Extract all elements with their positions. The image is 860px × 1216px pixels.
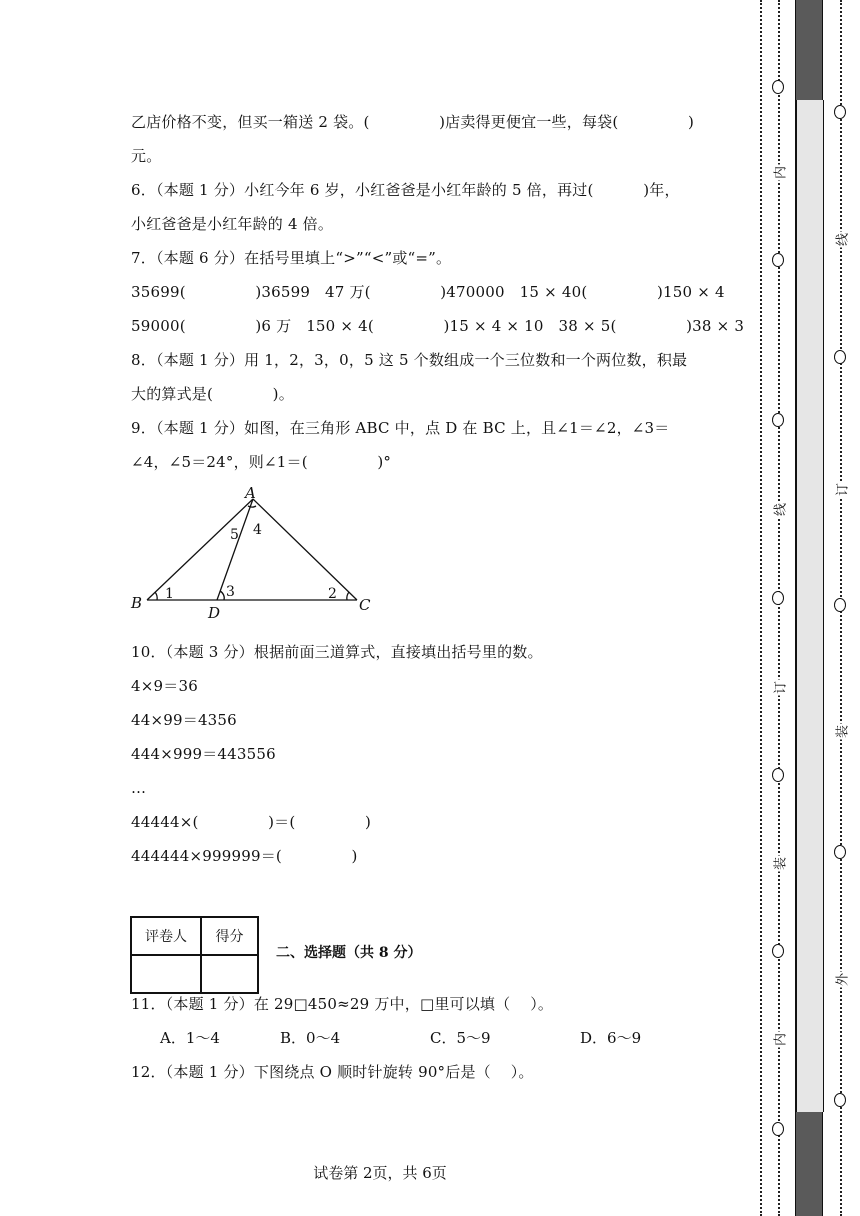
q10-eq6: 444444×999999＝( )	[131, 847, 358, 865]
binding-inner-char-2: 订	[832, 482, 851, 498]
q8-line2: 大的算式是( )。	[131, 385, 294, 403]
score-box	[130, 916, 259, 994]
angle-4-label: 4	[253, 522, 262, 538]
section-title: 二、选择题（共 8 分）	[276, 945, 422, 961]
binding-outer-char-4: 装	[770, 856, 789, 872]
q10-eq5: 44444×( )＝( )	[131, 813, 371, 831]
q5-continuation: 乙店价格不变，但买一箱送 2 袋。( )店卖得更便宜一些，每袋( )	[131, 113, 694, 131]
q7-title: 7．（本题 6 分）在括号里填上“>”“<”或“=”。	[131, 249, 452, 267]
q11-text: 11．（本题 1 分）在 29□450≈29 万中，□里可以填（ ）。	[131, 995, 554, 1013]
binding-outer-char-3: 订	[770, 680, 789, 696]
q9-line1: 9．（本题 1 分）如图，在三角形 ABC 中，点 D 在 BC 上，且∠1＝∠2，∠3＝	[131, 419, 670, 437]
score-header: 得分	[201, 917, 258, 955]
binding-outer-char-1: 内	[770, 165, 789, 181]
angle-5-label: 5	[230, 527, 239, 543]
q10-eq1: 4×9＝36	[131, 677, 198, 695]
q10-ellipsis: …	[131, 779, 147, 797]
q7-row1: 35699( )36599 47 万( )470000 15 × 40( )150 × 4	[131, 283, 725, 301]
q11-choice-c: C．5～9	[430, 1029, 491, 1047]
q10-eq2: 44×99＝4356	[131, 711, 237, 729]
q9-line2: ∠4，∠5＝24°，则∠1＝( )°	[131, 453, 392, 471]
q6-line2: 小红爸爸是小红年龄的 4 倍。	[131, 215, 334, 233]
q11-choice-a: A．1～4	[160, 1029, 220, 1047]
angle-1-label: 1	[165, 586, 174, 602]
label-c: C	[359, 596, 371, 614]
side-ab	[147, 499, 253, 600]
q7-row2: 59000( )6 万 150 × 4( )15 × 4 × 10 38 × 5( )38 × 3	[131, 317, 745, 335]
q12-text: 12．（本题 1 分）下图绕点 O 顺时针旋转 90°后是（ ）。	[131, 1063, 534, 1081]
q10-eq3: 444×999＝443556	[131, 745, 276, 763]
segment-ad	[217, 499, 253, 600]
angle-2-label: 2	[328, 586, 337, 602]
page-footer: 试卷第 2页，共 6页	[313, 1164, 447, 1182]
q10-title: 10．（本题 3 分）根据前面三道算式，直接填出括号里的数。	[131, 643, 543, 661]
angle-3-label: 3	[226, 584, 235, 600]
binding-inner-char-1: 线	[832, 232, 851, 248]
reviewer-cell	[131, 955, 201, 993]
triangle-figure	[125, 482, 385, 622]
label-d: D	[208, 604, 221, 622]
q6-line1: 6．（本题 1 分）小红今年 6 岁，小红爸爸是小红年龄的 5 倍，再过( )年，	[131, 181, 680, 199]
binding-inner-char-4: 外	[832, 972, 851, 988]
label-a: A	[245, 484, 256, 502]
binding-inner-char-3: 装	[832, 724, 851, 740]
q5-unit: 元。	[131, 147, 162, 165]
binding-outer-char-5: 内	[770, 1032, 789, 1048]
side-ac	[253, 499, 357, 600]
reviewer-header: 评卷人	[131, 917, 201, 955]
q11-choice-b: B．0～4	[280, 1029, 341, 1047]
q8-line1: 8．（本题 1 分）用 1，2，3，0，5 这 5 个数组成一个三位数和一个两位数，积最	[131, 351, 688, 369]
score-cell	[201, 955, 258, 993]
binding-outer-char-2: 线	[770, 502, 789, 518]
label-b: B	[131, 594, 143, 612]
q11-choice-d: D．6～9	[580, 1029, 642, 1047]
